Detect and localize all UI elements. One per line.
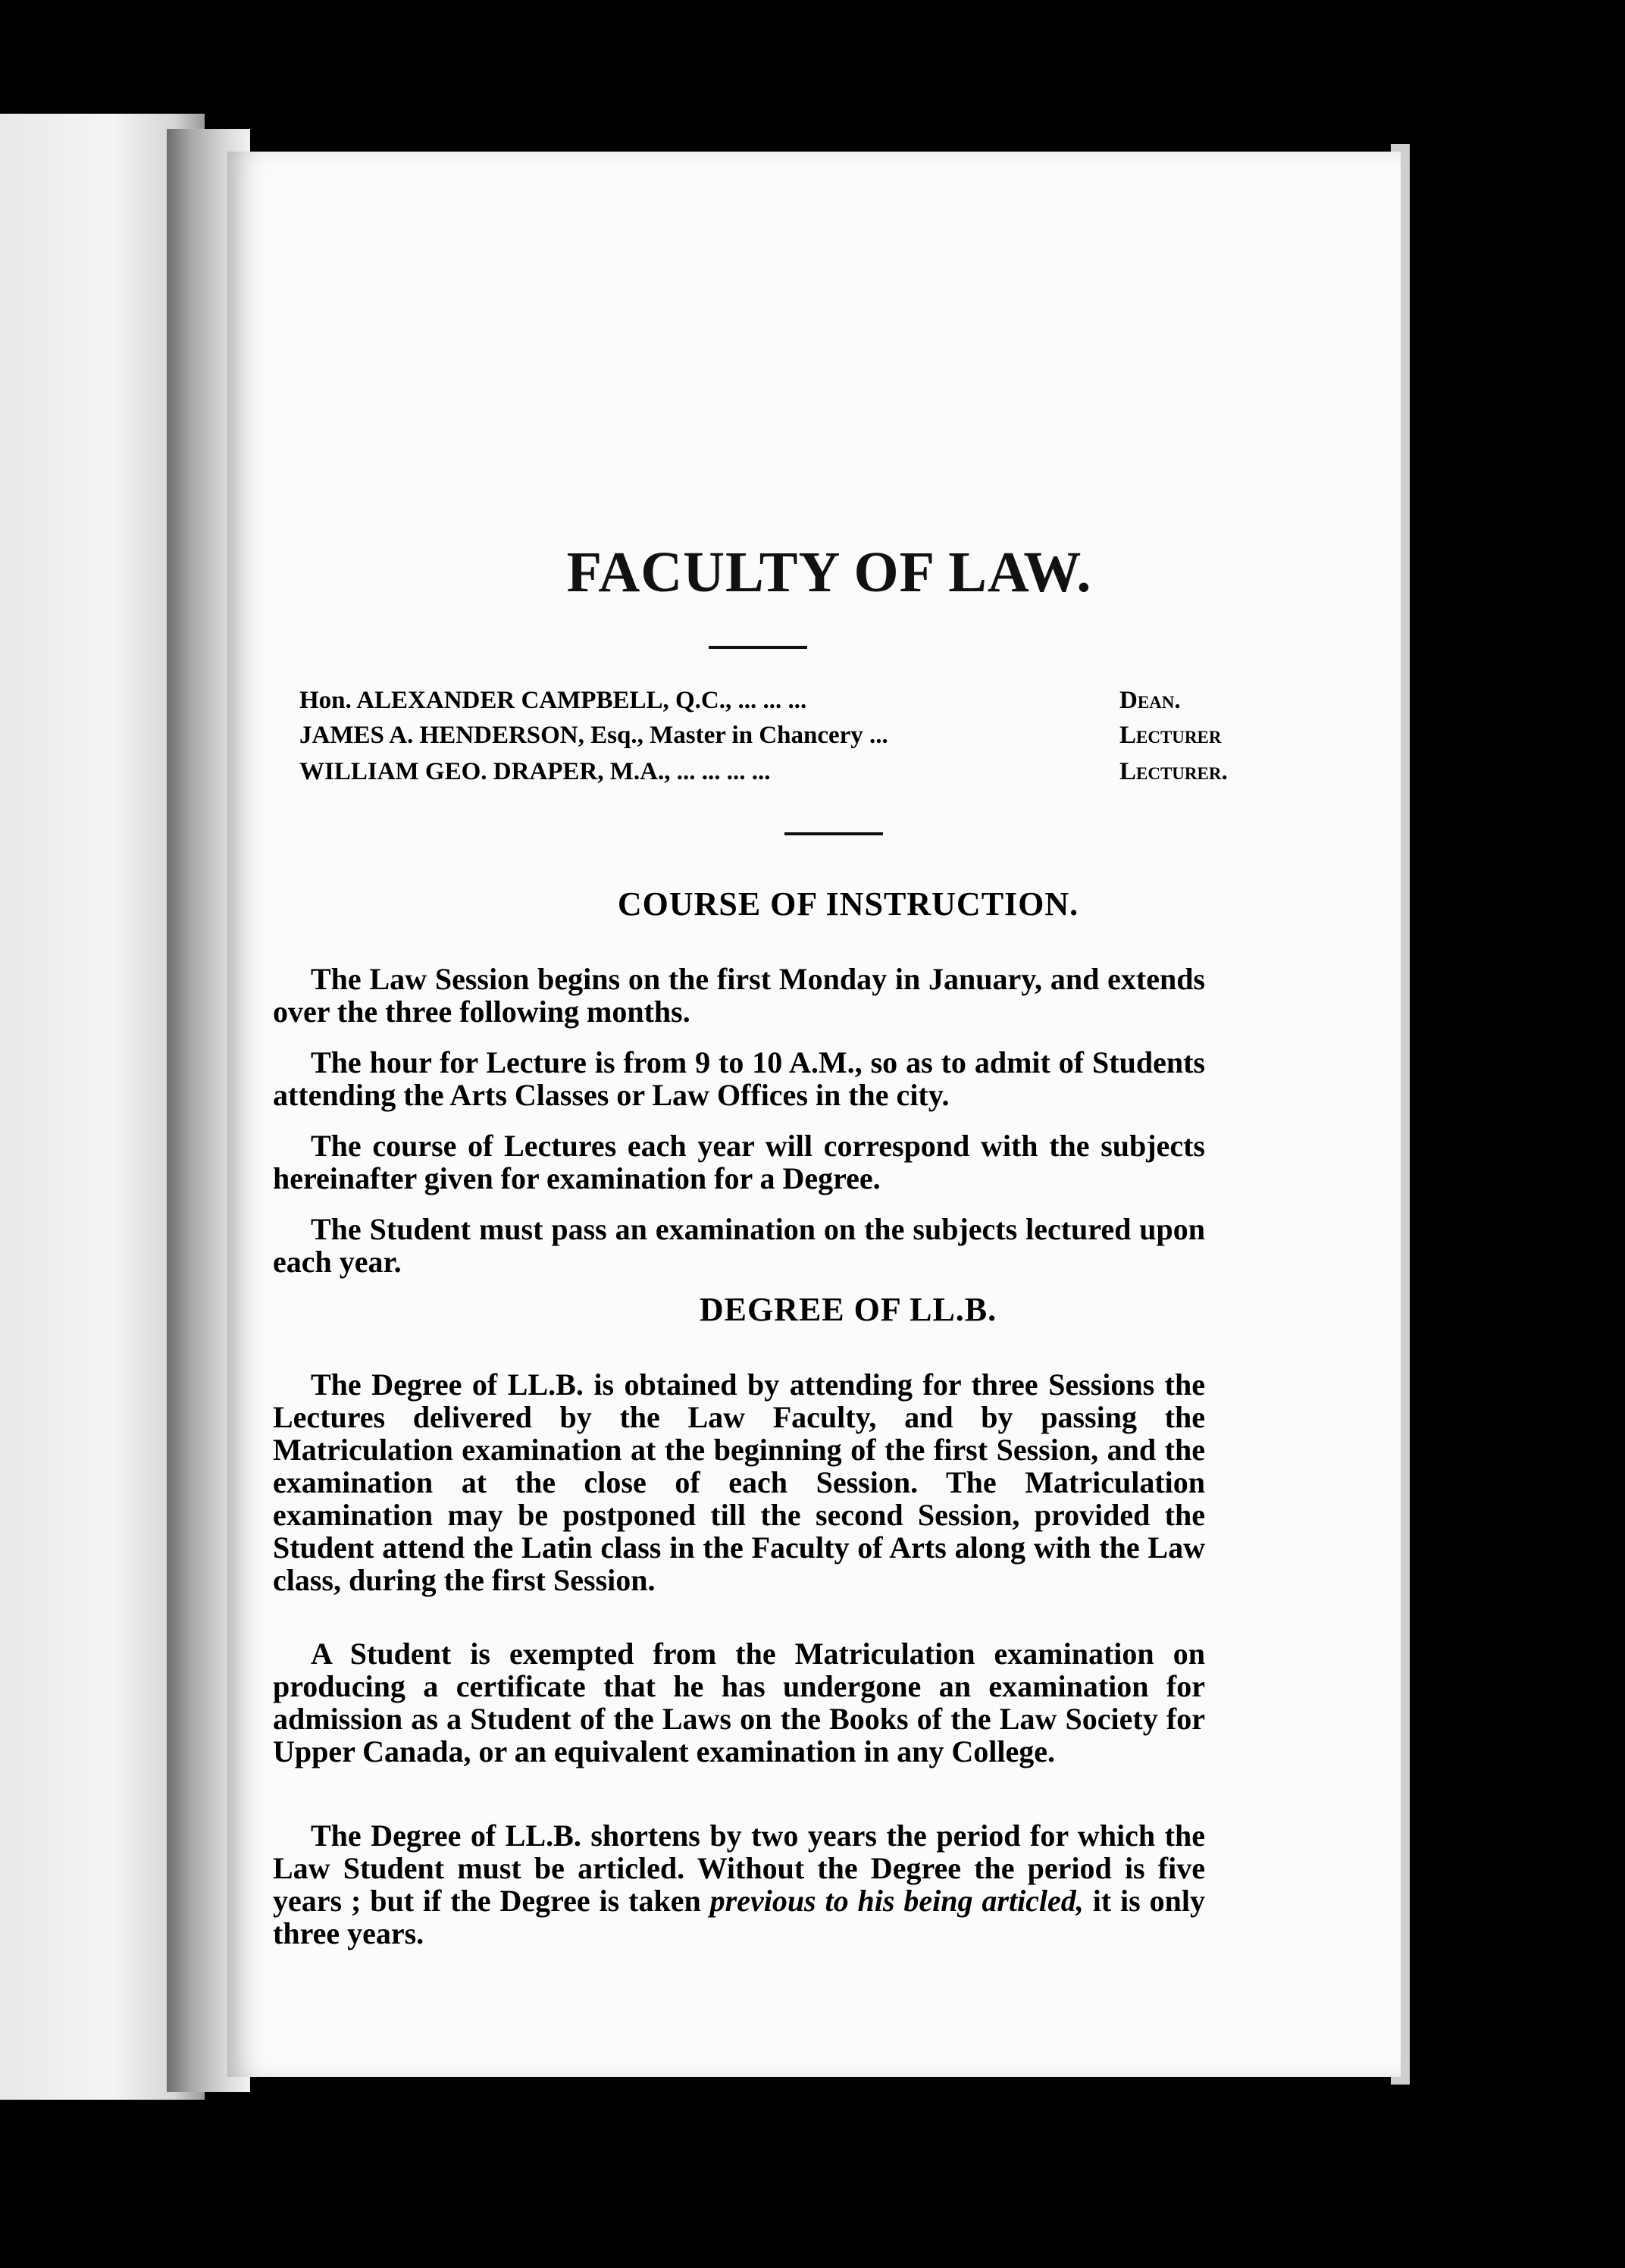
paragraph: The course of Lectures each year will correspond with the subjects hereinafter given for examination for a Degree. <box>273 1129 1205 1195</box>
staff-role: Lecturer <box>1119 722 1222 749</box>
section-heading-degree: DEGREE OF LL.B. <box>699 1290 997 1328</box>
staff-rule <box>784 832 883 835</box>
staff-row <box>299 722 1307 757</box>
paragraph: The hour for Lecture is from 9 to 10 A.M., so as to admit of Students attending the Arts Classes or Law Offices in the city. <box>273 1045 1205 1112</box>
paragraph: The Law Session begins on the first Monday in January, and extends over the three following months. <box>273 962 1205 1029</box>
document-page <box>227 152 1401 2077</box>
staff-row <box>299 687 1307 722</box>
staff-role: Lecturer. <box>1119 758 1228 785</box>
italic-phrase: previous to his being articled, <box>709 1884 1084 1918</box>
paragraph-text: The Degree of LL.B. shortens by two years the period for which the Law Student must be articled. Without the Degree the period is five years ; but if the Degree is taken <box>273 1818 1205 1918</box>
staff-name: Hon. ALEXANDER CAMPBELL, Q.C., ... ... ... <box>299 687 807 714</box>
staff-name: JAMES A. HENDERSON, Esq., Master in Chancery ... <box>299 722 888 749</box>
staff-name: WILLIAM GEO. DRAPER, M.A., ... ... ... ... <box>299 758 771 785</box>
paragraph-tail: it is only three years. <box>273 1884 1205 1950</box>
title-rule <box>709 646 807 649</box>
staff-row <box>299 758 1307 793</box>
paragraph-final <box>273 1819 1205 1950</box>
paragraph: The Student must pass an examination on the subjects lectured upon each year. <box>273 1212 1205 1279</box>
staff-role: Dean. <box>1119 687 1181 714</box>
section-heading-course: COURSE OF INSTRUCTION. <box>617 885 1079 923</box>
paragraph: A Student is exempted from the Matriculation examination on producing a certificate that he has undergone an examination for admission as a Student of the Laws on the Books of the Law Society for Upper Canada, or an equivalent examination in any College. <box>273 1637 1205 1768</box>
page-title: FACULTY OF LAW. <box>566 540 1092 604</box>
paragraph: The Degree of LL.B. is obtained by attending for three Sessions the Lectures delivered by the Law Faculty, and by passing the Matriculation examination at the beginning of the first Session, and the examination at the close of each Session. The Matriculation examination may be postponed till the second Session, provided the Student attend the Latin class in the Faculty of Arts along with the Law class, during the first Session. <box>273 1367 1205 1597</box>
